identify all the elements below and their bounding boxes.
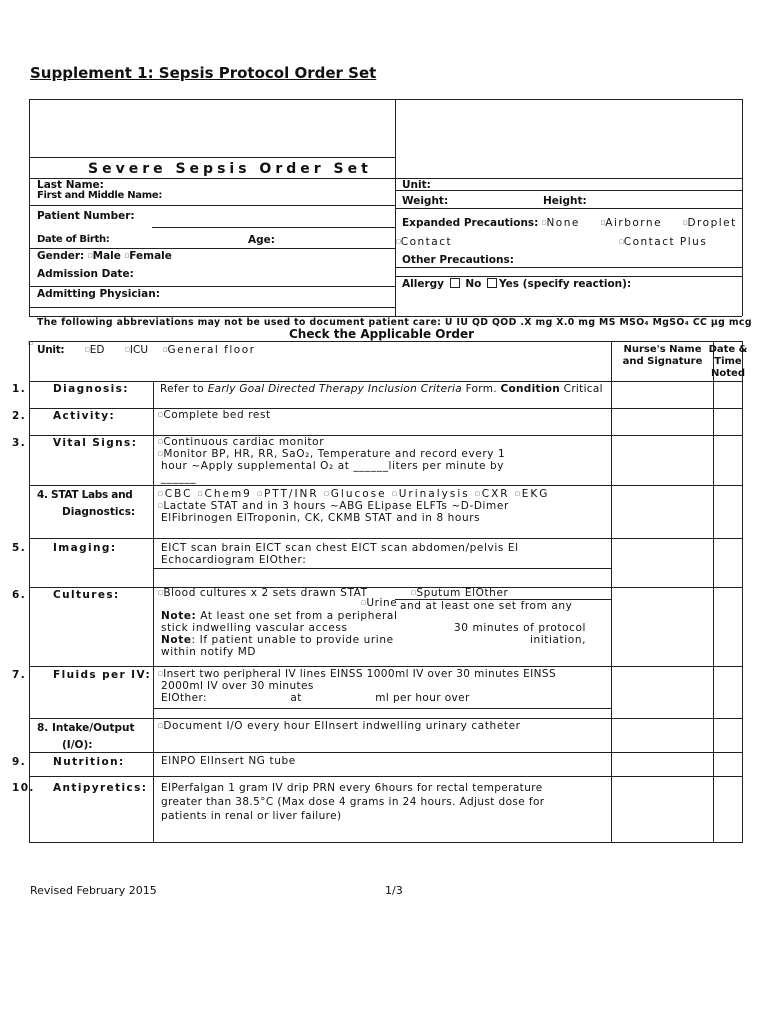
rule [395,178,742,179]
lab-line-2: Lactate STAT and in 3 hours ~ABG ELipase ELFTs ~D-Dimer [163,500,509,512]
rule [153,708,611,709]
antipyretics-line-1: ElPerfalgan 1 gram IV drip PRN every 6hours for rectal temperature [161,782,543,794]
row-3-number: 3. [12,437,27,449]
checkbox-contact[interactable]: □ [396,239,401,245]
rule [29,752,742,753]
row-1-label: Diagnosis: [53,383,129,395]
fluids-rate: ml per hour over [375,692,470,704]
row-8-label-a: 8. Intake/Output [37,722,135,734]
row-8-text [158,720,521,732]
checkbox-droplet[interactable]: □ [682,220,688,226]
rule [29,205,395,206]
row-10-number: 10. [12,782,35,794]
row-1-number: 1. [12,383,27,395]
checkbox-urine[interactable]: □ [361,600,367,606]
check-applicable-order: Check the Applicable Order [289,327,475,341]
row-6-number: 6. [12,589,27,601]
table-border-top [29,99,743,100]
allergy-no-checkbox[interactable] [450,278,460,288]
fluids-other: ElOther: [161,692,207,704]
rule [713,341,714,843]
unit-row [37,344,255,356]
rule [611,341,612,843]
rule [29,587,742,588]
blood-cultures-text: Blood cultures x 2 sets drawn STAT [163,587,368,599]
rule [29,666,742,667]
rule [153,568,611,569]
culture-note-2 [161,634,394,646]
checkbox-airborne[interactable]: □ [600,220,606,226]
checkbox-ed[interactable]: □ [85,347,90,353]
vital-line-2: Monitor BP, HR, RR, SaO₂, Temperature and record every 1 [163,448,506,460]
row-10-label: Antipyretics: [53,782,148,794]
female-label: Female [129,250,172,262]
rule [29,842,742,843]
antipyretics-line-3: patients in renal or liver failure) [161,810,342,822]
diagnosis-condition: Condition [500,383,561,395]
checkbox-male[interactable]: □ [87,253,93,259]
vital-line-4: ______ [161,472,197,484]
row-7-number: 7. [12,669,27,681]
rule [29,286,395,287]
age-label: Age: [248,234,275,246]
page-number: 1/3 [385,884,403,897]
patient-number-label: Patient Number: [37,210,135,222]
rule [742,341,743,843]
checkbox-cxr[interactable]: □ [475,491,482,497]
allergy-row [402,278,631,290]
rule [29,248,395,249]
culture-line-2b: and at least one set from any [400,600,573,612]
row-2-label: Activity: [53,410,116,422]
allergy-yes-checkbox[interactable] [487,278,497,288]
lab-chem9: Chem9 [204,488,252,500]
checkbox-contact-plus[interactable]: □ [619,239,624,245]
fluids-at: at [290,692,302,704]
checkbox-none[interactable]: □ [541,220,547,226]
rule [153,381,154,843]
ed-label: ED [89,344,105,356]
row-7-text [158,668,556,704]
diagnosis-post: Critical [560,383,603,395]
lab-ptt: PTT/INR [263,488,319,500]
note-2-text: : If patient unable to provide urine [191,634,394,646]
lab-ekg: EKG [521,488,550,500]
note-1-label: Note: [161,610,197,622]
row-4-label-b: Diagnostics: [62,506,136,518]
other-precautions-label: Other Precautions: [402,254,514,266]
expanded-precautions-row [402,217,737,229]
table-border-right [742,99,743,316]
unit-label: Unit: [402,179,431,191]
last-name-label: Last Name: [37,179,104,191]
rule [395,267,742,268]
row-5-text [161,542,519,566]
lab-glucose: Glucose [330,488,387,500]
contact-row [396,236,452,248]
date-time-header [708,344,748,380]
lab-line-3: ElFibrinogen ElTroponin, CK, CKMB STAT and in 8 hours [161,512,481,524]
sputum-text: Sputum ElOther [416,587,509,599]
row-2-text [158,409,271,421]
row-9-text: ElNPO ElInsert NG tube [161,755,296,767]
droplet-label: Droplet [687,217,737,229]
checkbox-lactate[interactable]: □ [158,503,164,509]
checkbox-blood-cultures[interactable]: □ [158,590,164,596]
lab-urinalysis: Urinalysis [398,488,470,500]
rule [395,276,742,277]
note-1-text: At least one set from a peripheral [196,610,398,622]
checkbox-document-io[interactable]: □ [158,723,164,729]
diagnosis-mid: Form. [461,383,501,395]
admitting-physician-label: Admitting Physician: [37,288,160,300]
checkbox-ptt[interactable]: □ [257,491,264,497]
culture-line-4: stick indwelling vascular access [161,622,348,634]
culture-note-1 [161,610,397,622]
diagnosis-criteria: Early Goal Directed Therapy Inclusion Criteria [207,383,462,395]
fluids-line-2: 2000ml IV over 30 minutes [161,680,314,692]
imaging-line-2: Echocardiogram ElOther: [161,554,307,566]
rule [395,208,742,209]
imaging-line-1: EICT scan brain EICT scan chest EICT scan abdomen/pelvis El [161,542,519,554]
table-border-left [29,99,30,316]
checkbox-chem9[interactable]: □ [197,491,205,497]
vital-line-3: hour ~Apply supplemental O₂ at ______liters per minute by [161,460,505,472]
antipyretics-line-2: greater than 38.5°C (Max dose 4 grams in 24 hours. Adjust dose for [161,796,545,808]
none-label: None [546,217,580,229]
rule [29,776,742,777]
checkbox-icu[interactable]: □ [125,347,130,353]
rule [29,408,742,409]
rule [29,307,395,308]
dob-label: Date of Birth: [37,234,110,245]
gender-row [37,250,172,262]
contact-label: Contact [400,236,453,248]
abbreviations-note: The following abbreviations may not be used to document patient care: U IU QD QOD .X mg X.0 mg MS MSO₄ MgSO₄ CC µg mcg [37,317,752,328]
checkbox-iv-lines[interactable]: □ [158,671,164,677]
checkbox-female[interactable]: □ [124,253,130,259]
rule [29,341,30,843]
culture-blood [158,587,368,599]
rule [29,341,742,342]
checkbox-bed-rest[interactable]: □ [158,412,164,418]
contact-plus-row [619,236,707,248]
row-6-label: Cultures: [53,589,120,601]
revised-date: Revised February 2015 [30,884,157,897]
row-5-label: Imaging: [53,542,117,554]
checkbox-mark: □ [28,340,33,347]
unit-row-label: Unit: [37,344,65,356]
icu-label: ICU [129,344,149,356]
expanded-precautions-label: Expanded Precautions: [402,217,539,229]
diagnosis-pre: Refer to [160,383,208,395]
contact-plus-label: Contact Plus [623,236,708,248]
checkbox-cardiac-monitor[interactable]: □ [158,439,164,445]
row-5-number: 5. [12,542,27,554]
rule [152,227,395,228]
culture-line-4b: 30 minutes of protocol [454,622,587,634]
weight-label: Weight: [402,195,449,207]
rule [29,381,742,382]
male-label: Male [92,250,121,262]
rule [29,485,742,486]
lab-cbc: CBC [164,488,193,500]
nurse-signature-header: Nurse's Name and Signature [622,344,703,367]
row-3-text [158,436,505,484]
checkbox-floor[interactable]: □ [162,347,168,353]
fluids-line-1: Insert two peripheral IV lines EINSS 1000ml IV over 30 minutes EINSS [163,668,557,680]
note-2-label: Note [161,634,192,646]
allergy-label: Allergy [402,278,444,290]
row-4-text [158,488,549,524]
row-8-label-b: (I/O): [62,739,93,751]
row-9-number: 9. [12,756,27,768]
checkbox-urinalysis[interactable]: □ [391,491,399,497]
form-title: Severe Sepsis Order Set [88,161,372,177]
floor-label: General floor [167,344,256,356]
checkbox-cbc[interactable]: □ [158,491,165,497]
lab-cxr: CXR [481,488,510,500]
gender-label: Gender: [37,250,85,262]
checkbox-sputum[interactable]: □ [411,590,417,596]
document-title: Supplement 1: Sepsis Protocol Order Set [30,64,377,82]
checkbox-monitor-bp[interactable]: □ [158,451,164,457]
admission-date-label: Admission Date: [37,268,134,280]
rule [29,157,395,158]
rule [395,190,742,191]
rule [29,718,742,719]
row-10-text [161,781,545,823]
checkbox-glucose[interactable]: □ [324,491,331,497]
height-label: Height: [543,195,587,207]
row-7-label: Fluids per IV: [53,669,152,681]
vital-line-1: Continuous cardiac monitor [163,436,325,448]
row-2-number: 2. [12,410,27,422]
bed-rest-text: Complete bed rest [163,409,271,421]
first-middle-label: First and Middle Name: [37,190,163,201]
row-1-text [160,383,603,395]
allergy-yes-label: Yes (specify reaction): [498,278,632,290]
airborne-label: Airborne [605,217,663,229]
row-9-label: Nutrition: [53,756,125,768]
rule [29,538,742,539]
checkbox-ekg[interactable]: □ [514,491,522,497]
allergy-no-label: No [465,278,482,290]
culture-line-6: within notify MD [161,646,257,658]
row-4-label-a: 4. STAT Labs and [37,489,133,501]
culture-sputum [411,587,508,599]
intake-output-text: Document I/O every hour ElInsert indwelling urinary catheter [163,720,521,732]
urine-text: Urine [366,597,398,609]
row-3-label: Vital Signs: [53,437,138,449]
date-time-header-text: Date & Time Noted [708,344,748,379]
culture-urine [361,597,397,609]
culture-line-5b: initiation, [530,634,587,646]
